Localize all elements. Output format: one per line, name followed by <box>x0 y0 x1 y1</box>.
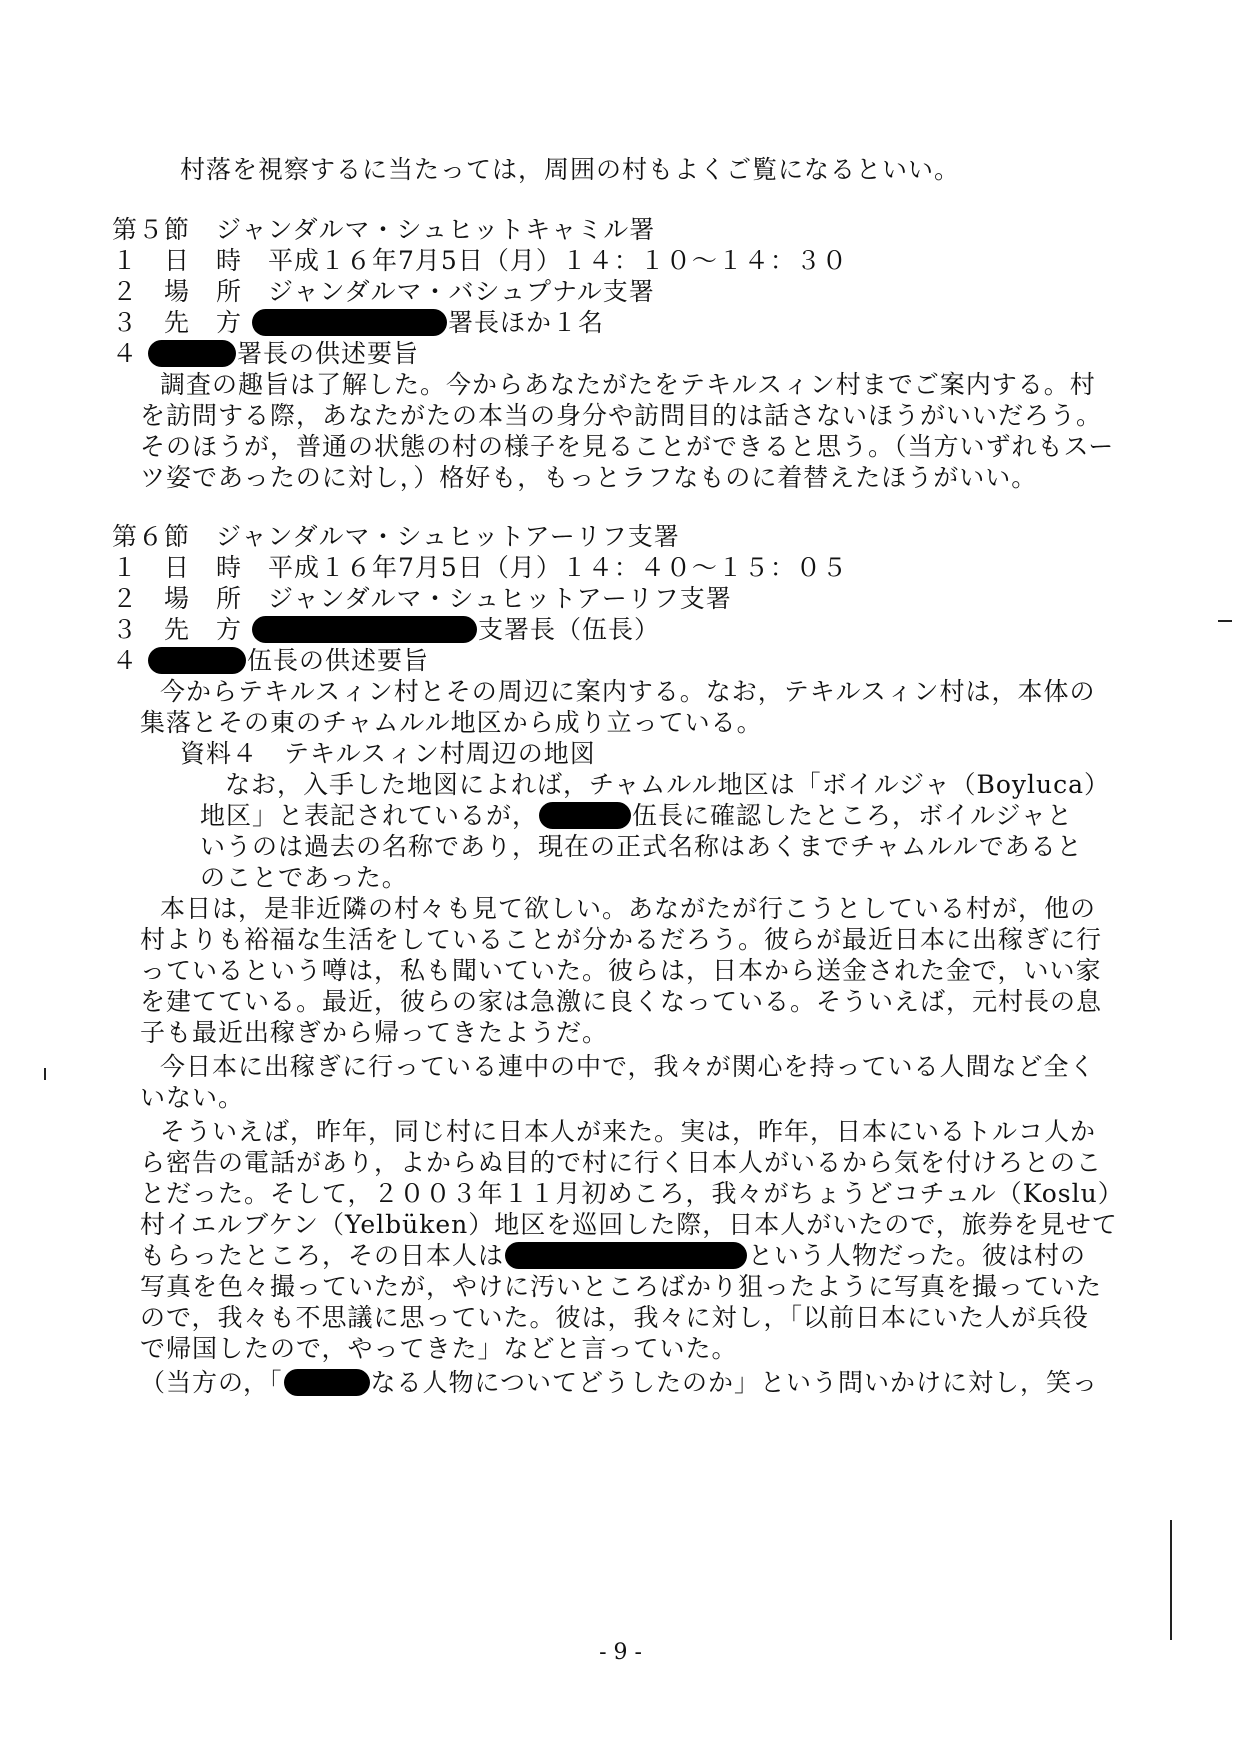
s6-para-line: を建てている。最近，彼らの家は急激に良くなっている。そういえば，元村長の息 <box>140 987 1103 1016</box>
s6-para-text: という人物だった。彼は村の <box>748 1241 1087 1270</box>
s6-statement-title: 伍長の供述要旨 <box>246 646 429 675</box>
s6-note-line: いうのは過去の名称であり，現在の正式名称はあくまでチャムルルであると <box>200 832 1083 861</box>
redaction-block <box>252 309 447 336</box>
s6-para-line: 今日本に出稼ぎに行っている連中の中で，我々が関心を持っている人間など全く <box>160 1052 1096 1081</box>
s5-item-statement <box>112 337 419 371</box>
s6-item-date: １ 日 時 平成１６年7月5日（月）１４：４０～１５：０５ <box>112 553 848 582</box>
s6-para-line <box>140 1366 1098 1400</box>
page-number: - 9 - <box>599 1640 642 1665</box>
s6-para-line: とだった。そして，２００３年１１月初めころ，我々がちょうどコチュル（Koslu） <box>140 1179 1124 1208</box>
scan-speck <box>44 1068 46 1080</box>
s6-note-text: 伍長に確認したところ，ボイルジャと <box>632 801 1073 830</box>
s6-counterpart-title: 支署長（伍長） <box>477 615 660 644</box>
s6-para-line: 今からテキルスィン村とその周辺に案内する。なお，テキルスィン村は，本体の <box>160 677 1096 706</box>
s6-para-line: 本日は，是非近隣の村々も見て欲しい。あながたが行こうとしている村が，他の <box>160 894 1097 923</box>
s6-note-line: なお，入手した地図によれば，チャムルル地区は「ボイルジャ（Boyluca） <box>225 770 1111 799</box>
s6-counterpart-label: ３ 先 方 <box>112 615 243 644</box>
s5-para-line: 調査の趣旨は了解した。今からあなたがたをテキルスィン村までご案内する。村 <box>160 370 1096 399</box>
section-6-heading: 第６節 ジャンダルマ・シュヒットアーリフ支署 <box>112 522 680 551</box>
s6-para-line: 写真を色々撮っていたが，やけに汚いところばかり狙ったように写真を撮っていた <box>140 1272 1103 1301</box>
redaction-block <box>148 647 246 674</box>
s6-para-text: もらったところ，その日本人は <box>140 1241 505 1270</box>
s6-note-text: 地区」と表記されているが， <box>200 801 539 830</box>
s6-para-line: 村イエルブケン（Yelbüken）地区を巡回した際，日本人がいたので，旅券を見せて <box>140 1210 1118 1239</box>
s5-counterpart-title: 署長ほか１名 <box>447 308 604 337</box>
redaction-block <box>505 1242 747 1269</box>
redaction-block <box>252 616 477 643</box>
s5-item-counterpart <box>112 306 604 340</box>
s6-para-line <box>140 1239 1086 1273</box>
s6-para-text: なる人物についてどうしたのか」という問いかけに対し，笑っ <box>370 1368 1099 1397</box>
s5-para-line: そのほうが，普通の状態の村の様子を見ることができると思う。（当方いずれもスー <box>140 432 1115 461</box>
s5-item-place: ２ 場 所 ジャンダルマ・バシュプナル支署 <box>112 277 655 306</box>
s6-note-line: のことであった。 <box>200 863 408 892</box>
s5-statement-title: 署長の供述要旨 <box>236 339 419 368</box>
redaction-block <box>148 340 236 367</box>
section-5-heading: 第５節 ジャンダルマ・シュヒットキャミル署 <box>112 215 656 244</box>
s6-para-line: で帰国したので，やってきた」などと言っていた。 <box>140 1334 738 1363</box>
s6-item-counterpart <box>112 613 660 647</box>
s6-para-line: 子も最近出稼ぎから帰ってきたようだ。 <box>140 1018 609 1047</box>
s6-item-place: ２ 場 所 ジャンダルマ・シュヒットアーリフ支署 <box>112 584 732 613</box>
scan-edge-mark <box>1218 620 1232 622</box>
s6-para-line: っているという噂は，私も聞いていた。彼らは，日本から送金された金で，いい家 <box>140 956 1102 985</box>
s6-item-statement <box>112 644 429 678</box>
redaction-block <box>539 802 631 829</box>
s6-para-line: ので，我々も不思議に思っていた。彼は，我々に対し，「以前日本にいた人が兵役 <box>140 1303 1090 1332</box>
s6-para-text: （当方の，「 <box>140 1368 283 1397</box>
s5-para-line: ツ姿であったのに対し，）格好も，もっとラフなものに着替えたほうがいい。 <box>140 463 1038 492</box>
s6-para-line: 村よりも裕福な生活をしていることが分かるだろう。彼らが最近日本に出稼ぎに行 <box>140 925 1103 954</box>
s6-para-line: 集落とその東のチャムルル地区から成り立っている。 <box>140 708 763 737</box>
s6-statement-number: ４ <box>112 646 139 675</box>
intro-line: 村落を視察するに当たっては，周囲の村もよくご覧になるといい。 <box>180 155 961 184</box>
s6-note-line <box>200 799 1073 833</box>
s5-counterpart-label: ３ 先 方 <box>112 308 243 337</box>
scan-edge-mark <box>1170 1520 1172 1640</box>
s6-reference: 資料４ テキルスィン村周辺の地図 <box>180 739 596 768</box>
s6-para-line: そういえば，昨年，同じ村に日本人が来た。実は，昨年，日本にいるトルコ人か <box>160 1117 1097 1146</box>
s5-para-line: を訪問する際，あなたがたの本当の身分や訪問目的は話さないほうがいいだろう。 <box>140 401 1103 430</box>
s6-para-line: いない。 <box>140 1083 245 1112</box>
s6-para-line: ら密告の電話があり，よからぬ目的で村に行く日本人がいるから気を付けろとのこ <box>140 1148 1103 1177</box>
redaction-block <box>284 1369 370 1396</box>
s5-statement-number: ４ <box>112 339 139 368</box>
s5-item-date: １ 日 時 平成１６年7月5日（月）１４：１０～１４：３０ <box>112 246 848 275</box>
